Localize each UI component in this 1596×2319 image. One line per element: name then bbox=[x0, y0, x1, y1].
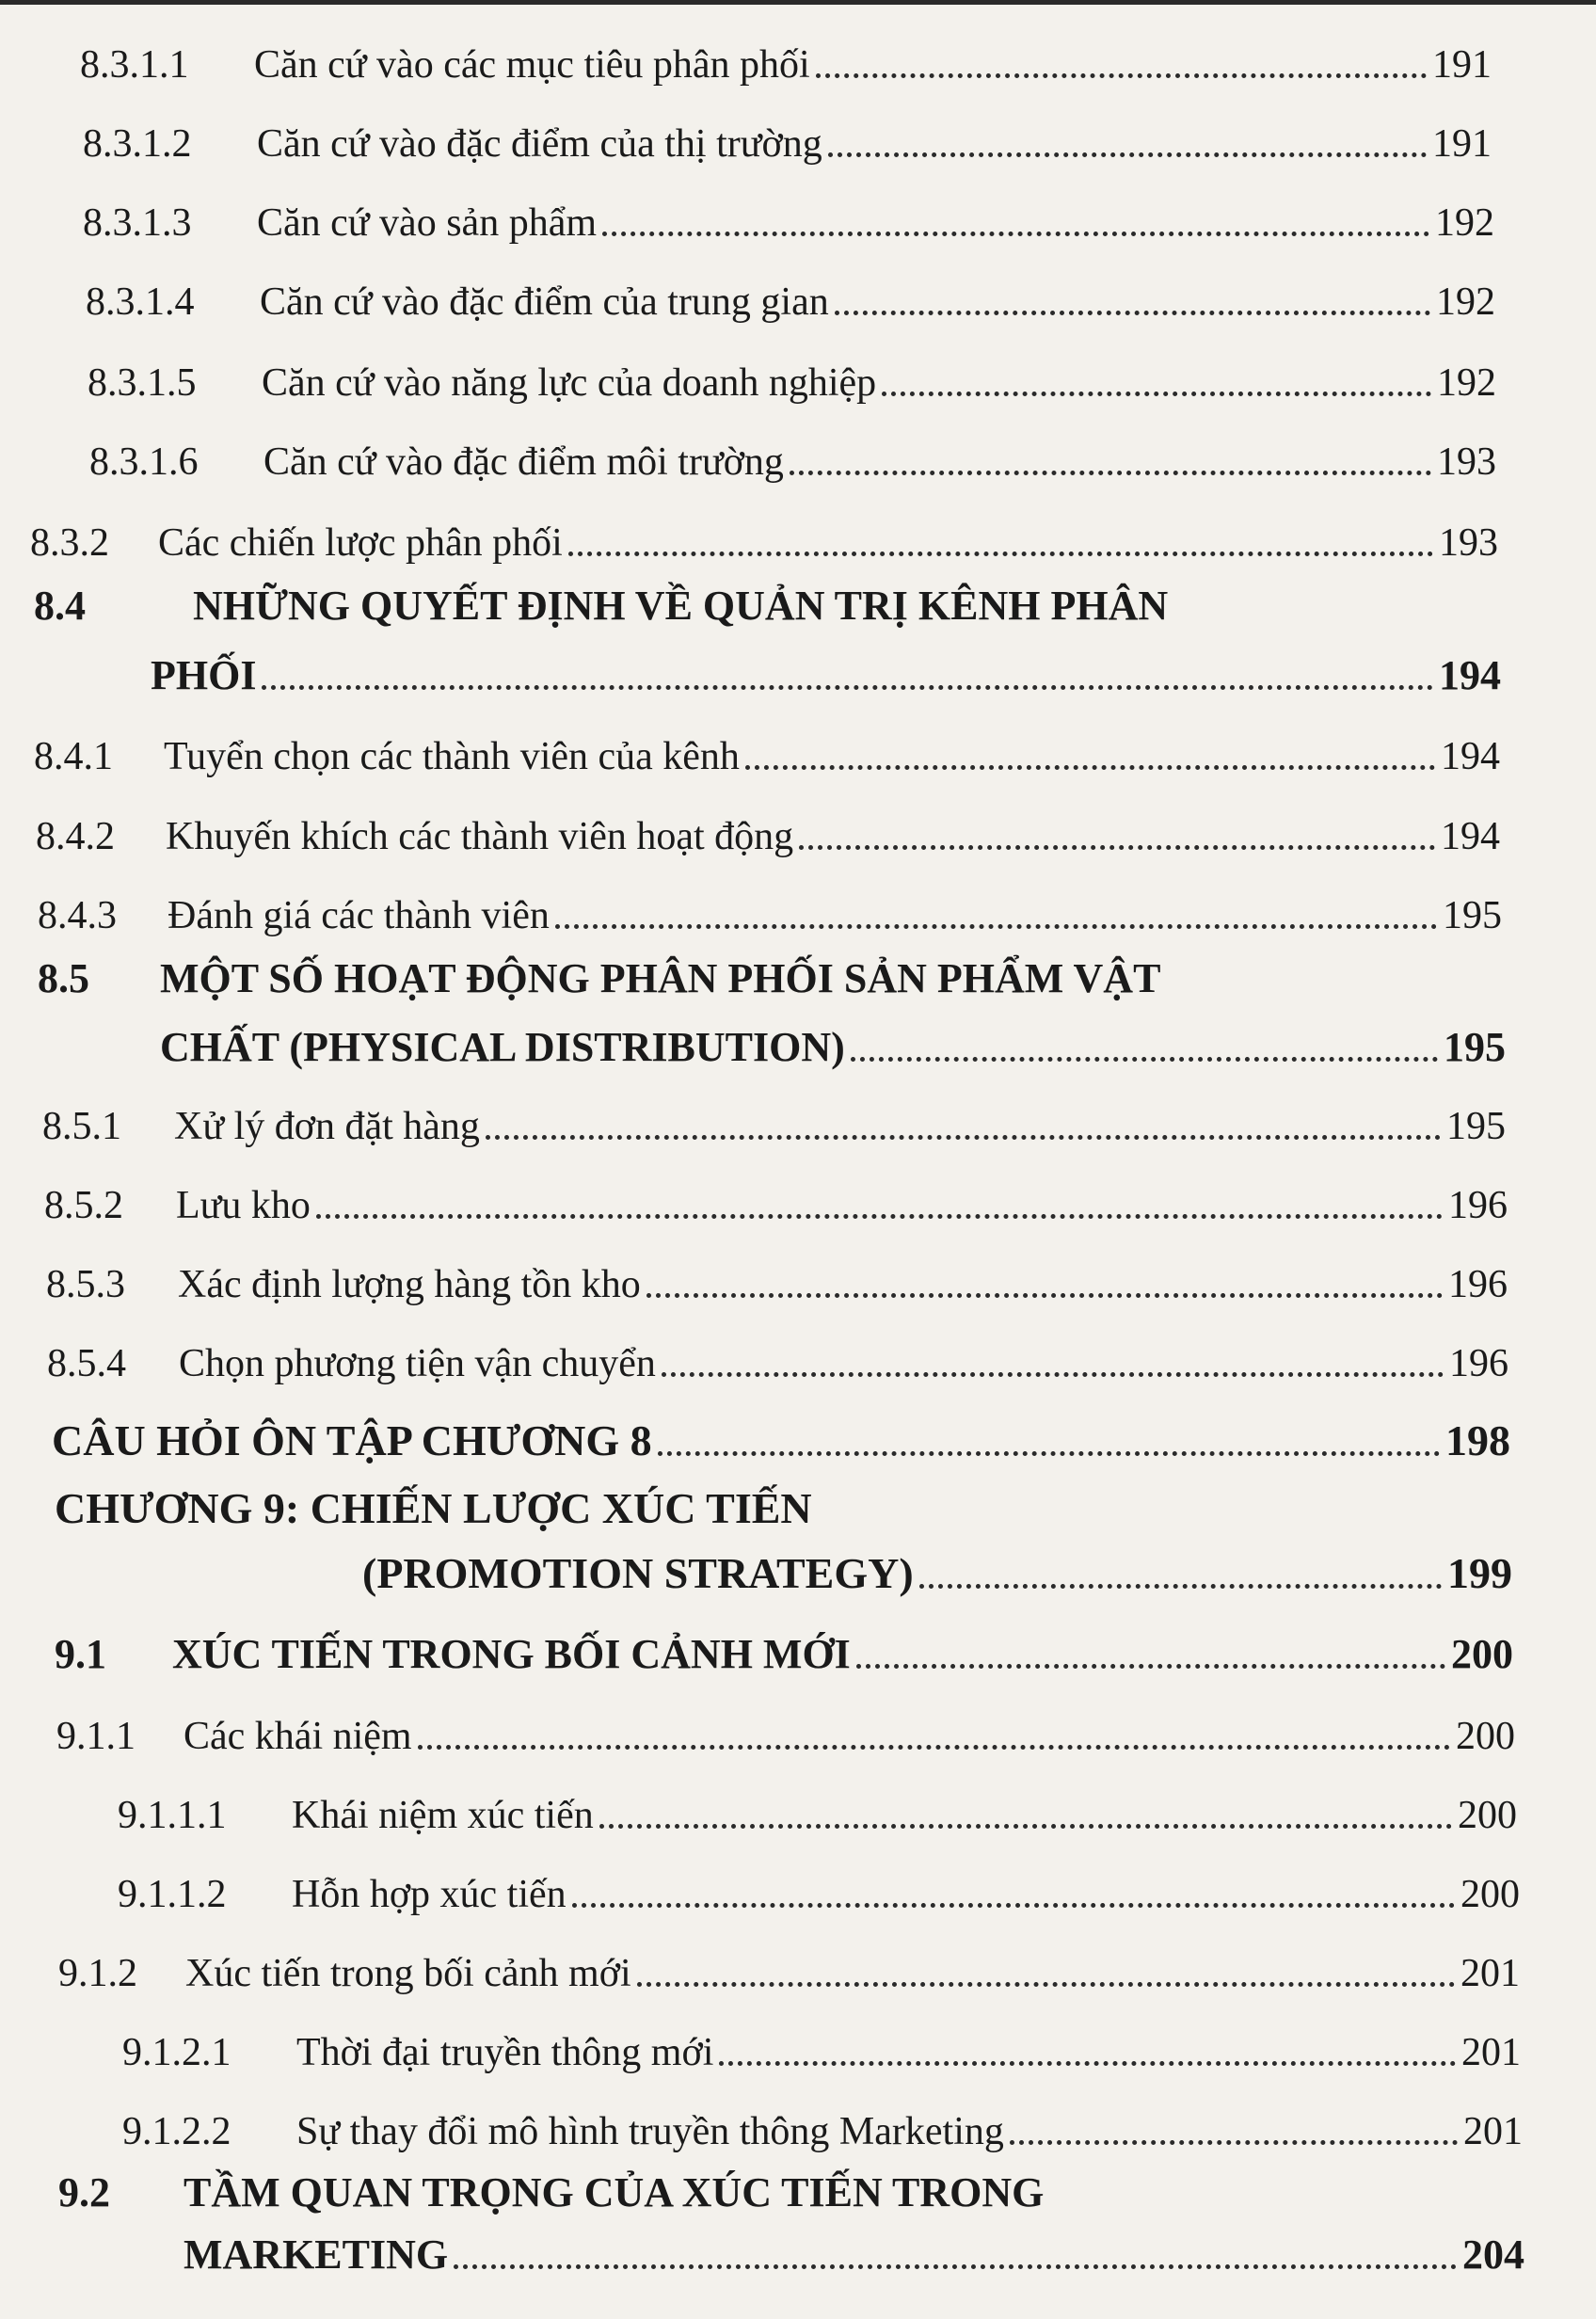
entry-number: 8.3.1.1 bbox=[80, 43, 189, 87]
toc-entry-8-3-1-2[interactable] bbox=[83, 107, 1492, 164]
section-title-9-2-line1: TẦM QUAN TRỌNG CỦA XÚC TIẾN TRONG bbox=[184, 2169, 1045, 2215]
entry-page: 194 bbox=[1441, 735, 1500, 778]
dot-leader bbox=[568, 552, 1433, 556]
entry-number: 9.1.2 bbox=[58, 1952, 137, 1995]
entry-number: 9.1.2.2 bbox=[122, 2110, 231, 2153]
entry-title: Các chiến lược phân phối bbox=[158, 521, 563, 565]
entry-title: (PROMOTION STRATEGY) bbox=[362, 1549, 914, 1597]
toc-entry-8-5-3[interactable] bbox=[46, 1248, 1508, 1304]
entry-number: 9.1.2.1 bbox=[122, 2031, 231, 2074]
toc-entry-review-8[interactable] bbox=[52, 1406, 1510, 1463]
dot-leader bbox=[599, 1824, 1452, 1829]
entry-page: 193 bbox=[1437, 440, 1496, 484]
entry-page: 201 bbox=[1460, 1952, 1520, 1995]
entry-title: Đánh giá các thành viên bbox=[168, 894, 550, 937]
dot-leader bbox=[486, 1135, 1441, 1140]
entry-title: PHỐI bbox=[151, 652, 257, 698]
entry-number: 8.5.4 bbox=[47, 1342, 126, 1385]
entry-page: 194 bbox=[1439, 652, 1501, 698]
entry-title: Xử lý đơn đặt hàng bbox=[174, 1105, 480, 1148]
entry-page: 200 bbox=[1451, 1631, 1513, 1677]
entry-page: 192 bbox=[1436, 280, 1495, 324]
dot-leader bbox=[856, 1664, 1445, 1669]
entry-number: 8.5.3 bbox=[46, 1263, 125, 1306]
toc-entry-8-3-1-5[interactable] bbox=[88, 346, 1496, 403]
dot-leader bbox=[572, 1903, 1455, 1908]
toc-entry-8-4-1[interactable] bbox=[34, 720, 1500, 776]
dot-leader bbox=[851, 1057, 1438, 1062]
entry-number: 8.3.1.6 bbox=[89, 440, 199, 484]
dot-leader bbox=[882, 392, 1431, 396]
toc-entry-8-4-2[interactable] bbox=[36, 800, 1500, 856]
dot-leader bbox=[790, 471, 1431, 475]
entry-title: Chọn phương tiện vận chuyển bbox=[179, 1342, 656, 1385]
toc-entry-chapter-9[interactable] bbox=[362, 1539, 1512, 1595]
dot-leader bbox=[799, 845, 1435, 850]
toc-entry-9-1[interactable] bbox=[55, 1619, 1513, 1675]
dot-leader bbox=[454, 2264, 1457, 2269]
entry-page: 191 bbox=[1432, 43, 1492, 87]
entry-page: 195 bbox=[1446, 1105, 1506, 1148]
toc-entry-9-2[interactable] bbox=[184, 2219, 1524, 2276]
entry-number: 8.5.2 bbox=[44, 1184, 123, 1227]
entry-number: 9.1.1.2 bbox=[118, 1873, 227, 1916]
entry-number: 9.1 bbox=[55, 1631, 106, 1677]
top-rule bbox=[0, 0, 1596, 5]
entry-page: 195 bbox=[1444, 1024, 1506, 1070]
entry-page: 191 bbox=[1432, 122, 1492, 166]
entry-number: 8.4.1 bbox=[34, 735, 113, 778]
toc-entry-8-4-3[interactable] bbox=[38, 879, 1502, 936]
entry-title: XÚC TIẾN TRONG BỐI CẢNH MỚI bbox=[172, 1631, 851, 1677]
entry-title: Khái niệm xúc tiến bbox=[292, 1794, 594, 1837]
entry-page: 204 bbox=[1462, 2231, 1524, 2278]
entry-title: Sự thay đổi mô hình truyền thông Marketing bbox=[296, 2110, 1004, 2153]
entry-page: 193 bbox=[1439, 521, 1498, 565]
entry-title: Các khái niệm bbox=[184, 1715, 412, 1758]
toc-entry-8-5-2[interactable] bbox=[44, 1169, 1508, 1225]
entry-number: 8.3.1.4 bbox=[86, 280, 195, 324]
dot-leader bbox=[418, 1745, 1450, 1750]
toc-entry-9-1-2-2[interactable] bbox=[122, 2095, 1523, 2151]
dot-leader bbox=[1010, 2140, 1458, 2145]
entry-number: 8.3.1.5 bbox=[88, 361, 197, 405]
toc-entry-8-3-2[interactable] bbox=[30, 506, 1498, 563]
dot-leader bbox=[662, 1372, 1444, 1377]
entry-title: Căn cứ vào năng lực của doanh nghiệp bbox=[262, 361, 877, 405]
entry-title: Tuyển chọn các thành viên của kênh bbox=[164, 735, 740, 778]
entry-page: 198 bbox=[1445, 1416, 1510, 1464]
entry-number: 8.5.1 bbox=[42, 1105, 121, 1148]
entry-title: Căn cứ vào sản phẩm bbox=[257, 201, 597, 245]
entry-title: Xúc tiến trong bối cảnh mới bbox=[185, 1952, 631, 1995]
entry-number: 8.4.3 bbox=[38, 894, 117, 937]
entry-title: CÂU HỎI ÔN TẬP CHƯƠNG 8 bbox=[52, 1416, 652, 1464]
entry-page: 196 bbox=[1448, 1184, 1508, 1227]
toc-entry-8-3-1-4[interactable] bbox=[86, 265, 1495, 322]
entry-title: Căn cứ vào đặc điểm của trung gian bbox=[260, 280, 829, 324]
section-number-8-4: 8.4 bbox=[34, 583, 86, 629]
entry-number: 9.1.1.1 bbox=[118, 1794, 227, 1837]
entry-title: Hỗn hợp xúc tiến bbox=[292, 1873, 567, 1916]
entry-number: 9.1.1 bbox=[56, 1715, 136, 1758]
entry-page: 200 bbox=[1460, 1873, 1520, 1916]
dot-leader bbox=[646, 1293, 1443, 1298]
dot-leader bbox=[835, 311, 1430, 315]
entry-title: Thời đại truyền thông mới bbox=[296, 2031, 714, 2074]
section-number-9-2: 9.2 bbox=[58, 2169, 110, 2215]
entry-page: 201 bbox=[1463, 2110, 1523, 2153]
toc-entry-9-1-1-1[interactable] bbox=[118, 1779, 1517, 1835]
entry-title: Căn cứ vào các mục tiêu phân phối bbox=[254, 43, 810, 87]
section-number-8-5: 8.5 bbox=[38, 955, 89, 1001]
section-title-8-5-line1: MỘT SỐ HOẠT ĐỘNG PHÂN PHỐI SẢN PHẨM VẬT bbox=[160, 955, 1161, 1001]
entry-page: 200 bbox=[1458, 1794, 1517, 1837]
entry-page: 192 bbox=[1437, 361, 1496, 405]
toc-entry-8-3-1-6[interactable] bbox=[89, 425, 1496, 482]
toc-entry-8-3-1-1[interactable] bbox=[80, 28, 1492, 85]
dot-leader bbox=[816, 73, 1427, 78]
dot-leader bbox=[262, 685, 1433, 690]
dot-leader bbox=[828, 152, 1427, 157]
dot-leader bbox=[637, 1982, 1455, 1987]
entry-title: Căn cứ vào đặc điểm của thị trường bbox=[257, 122, 822, 166]
section-title-8-4-line1: NHỮNG QUYẾT ĐỊNH VỀ QUẢN TRỊ KÊNH PHÂN bbox=[193, 583, 1169, 629]
dot-leader bbox=[745, 765, 1435, 770]
entry-title: Khuyến khích các thành viên hoạt động bbox=[166, 815, 794, 858]
dot-leader bbox=[719, 2061, 1456, 2066]
entry-page: 194 bbox=[1441, 815, 1500, 858]
entry-number: 8.3.1.3 bbox=[83, 201, 192, 245]
toc-entry-8-4[interactable] bbox=[151, 640, 1501, 696]
entry-page: 195 bbox=[1443, 894, 1502, 937]
entry-title: CHẤT (PHYSICAL DISTRIBUTION) bbox=[160, 1024, 845, 1070]
toc-entry-8-3-1-3[interactable] bbox=[83, 186, 1494, 243]
dot-leader bbox=[555, 924, 1437, 929]
chapter-9-title-line1: CHƯƠNG 9: CHIẾN LƯỢC XÚC TIẾN bbox=[55, 1484, 812, 1532]
toc-entry-9-1-1-2[interactable] bbox=[118, 1858, 1520, 1914]
entry-title: MARKETING bbox=[184, 2231, 449, 2278]
entry-title: Căn cứ vào đặc điểm môi trường bbox=[263, 440, 784, 484]
entry-page: 200 bbox=[1456, 1715, 1515, 1758]
entry-number: 8.3.1.2 bbox=[83, 122, 192, 166]
toc-entry-8-5-1[interactable] bbox=[42, 1090, 1506, 1146]
entry-page: 192 bbox=[1435, 201, 1494, 245]
toc-entry-9-1-2[interactable] bbox=[58, 1937, 1520, 1993]
dot-leader bbox=[919, 1584, 1442, 1589]
dot-leader bbox=[602, 232, 1429, 236]
entry-page: 199 bbox=[1447, 1549, 1512, 1597]
toc-entry-8-5[interactable] bbox=[160, 1012, 1506, 1068]
toc-entry-9-1-1[interactable] bbox=[56, 1700, 1515, 1756]
entry-title: Xác định lượng hàng tồn kho bbox=[178, 1263, 641, 1306]
entry-page: 196 bbox=[1448, 1263, 1508, 1306]
dot-leader bbox=[316, 1214, 1443, 1219]
entry-page: 201 bbox=[1461, 2031, 1521, 2074]
entry-page: 196 bbox=[1449, 1342, 1508, 1385]
entry-title: Lưu kho bbox=[176, 1184, 311, 1227]
toc-entry-8-5-4[interactable] bbox=[47, 1327, 1508, 1383]
entry-number: 8.3.2 bbox=[30, 521, 109, 565]
toc-entry-9-1-2-1[interactable] bbox=[122, 2016, 1521, 2072]
dot-leader bbox=[658, 1451, 1440, 1456]
entry-number: 8.4.2 bbox=[36, 815, 115, 858]
